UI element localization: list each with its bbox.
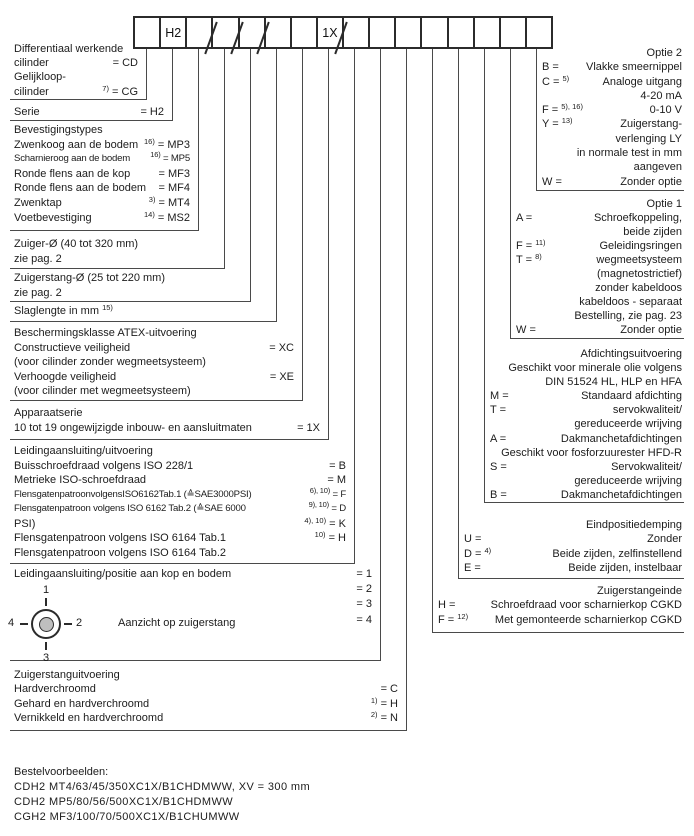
row-label: Metrieke ISO-schroefdraad: [14, 474, 147, 486]
port-number-3: 3: [43, 652, 50, 664]
row-code: = M: [327, 474, 346, 486]
row-code: $^{4), 10)}$ = K: [304, 515, 346, 530]
row-code: U =: [464, 533, 482, 546]
row-code: $^{9), 10)}$ = D: [308, 500, 346, 514]
section-row: [516, 323, 682, 337]
row-label: Schroefdraad voor scharnierkop CGKD: [490, 599, 682, 612]
row-code: = B: [329, 459, 346, 472]
section-bottom-rule: [10, 301, 251, 302]
row-code: S =: [490, 460, 507, 473]
section-afdichtingsuitvoering: [490, 347, 682, 502]
section-row: [14, 237, 216, 252]
row-label: 0-10 V: [649, 104, 682, 117]
section-zuigerstang-diameter: [14, 271, 242, 300]
section-row: [490, 417, 682, 431]
section-row: [14, 56, 138, 70]
row-label: gereduceerde wrijving: [574, 418, 682, 431]
section-header-row: [542, 46, 682, 60]
section-row: [14, 597, 372, 612]
section-row: [490, 361, 682, 375]
connector-line-vertical: [302, 47, 303, 400]
section-row: [542, 175, 682, 189]
row-code: $^{1)}$ = H: [370, 695, 398, 710]
row-label: in normale test in mm: [576, 147, 682, 160]
section-bottom-rule: [510, 338, 684, 339]
section-row: [14, 286, 242, 301]
row-label: Leidingaansluiting/positie aan kop en bodem: [14, 568, 232, 580]
examples-title: Bestelvoorbeelden:: [14, 766, 109, 778]
section-row: [14, 485, 346, 503]
connector-line-vertical: [146, 47, 147, 99]
row-label: Buisschroefdraad volgens ISO 228/1: [14, 459, 194, 472]
row-label: Zuigerstanguitvoering: [14, 669, 120, 681]
row-label: Constructieve veiligheid: [14, 341, 131, 354]
row-label: Slaglengte in mm: [14, 305, 99, 317]
row-label: Vernikkeld en hardverchroomd: [14, 712, 164, 725]
row-code: $^{14)}$ = MS2: [143, 209, 190, 224]
section-row: [14, 384, 294, 399]
connector-line-vertical: [250, 47, 251, 301]
example-code-line: CGH2 MF3/100/70/500XC1X/B1CHUMWW: [14, 811, 240, 824]
code-box-cell: [420, 18, 446, 47]
port-diagram-caption: Aanzicht op zuigerstang: [118, 617, 236, 629]
section-row: [14, 211, 190, 226]
section-row: [14, 697, 398, 711]
row-label: cilinder: [14, 57, 49, 70]
section-bottom-rule: [432, 632, 684, 633]
connector-line-vertical: [276, 47, 277, 321]
row-code: = XC: [269, 341, 294, 354]
section-bottom-rule: [10, 660, 381, 661]
footnote-superscript: 16): [150, 150, 161, 160]
section-row: [14, 711, 398, 725]
row-label: 10 tot 19 ongewijzigde inbouw- en aansluitmaten: [14, 421, 252, 434]
row-label: Standaard afdichting: [581, 390, 682, 403]
section-bottom-rule: [10, 120, 173, 121]
section-row: [14, 355, 294, 370]
section-row: [542, 60, 682, 74]
section-row: [438, 613, 682, 627]
row-code: = CD: [112, 57, 138, 70]
row-label: Zonder: [647, 533, 682, 546]
row-code: = 1X: [297, 421, 320, 434]
row-label: servokwaliteit/: [612, 404, 682, 417]
row-label: Analoge uitgang: [602, 75, 682, 88]
row-label: Flensgatenpatroon volgens ISO 6162 Tab.2 (≙SAE 6000: [14, 503, 246, 514]
row-code: M =: [490, 390, 509, 403]
row-label: Differentiaal werkende: [14, 43, 124, 55]
row-label: beide zijden: [623, 226, 682, 238]
section-row: [490, 474, 682, 488]
section-bottom-rule: [536, 190, 684, 191]
section-bottom-rule: [10, 268, 225, 269]
section-row: [14, 181, 190, 196]
row-label: Zuiger-Ø (40 tot 320 mm): [14, 238, 139, 250]
section-bottom-rule: [10, 321, 277, 322]
section-header-row: [464, 518, 682, 532]
section-eindpositiedemping: [464, 518, 682, 576]
row-label: Schroefkoppeling,: [593, 212, 682, 224]
row-code: D = $^{4)}$: [464, 545, 492, 560]
section-row: [14, 459, 346, 474]
row-label: zie pag. 2: [14, 252, 62, 265]
connector-line-vertical: [380, 47, 381, 660]
row-label: Leidingaansluiting/uitvoering: [14, 445, 153, 457]
row-label: Zuigerstang-: [620, 118, 682, 131]
row-code: E =: [464, 562, 481, 575]
row-label: Flensgatenpatroon volgens ISO 6164 Tab.2: [14, 546, 227, 559]
row-code: = H2: [140, 106, 164, 118]
section-row: [542, 146, 682, 160]
code-box-cell: 1X: [316, 18, 342, 47]
section-row: [14, 123, 190, 138]
section-row: [14, 85, 138, 99]
row-label: Geleidingsringen: [599, 240, 682, 252]
section-bottom-rule: [10, 439, 329, 440]
section-row: [14, 567, 372, 582]
row-label: verlenging LY: [615, 132, 682, 145]
section-row: [464, 532, 682, 546]
row-label: (magnetostrictief): [597, 268, 682, 280]
section-row: [490, 446, 682, 460]
row-label: FlensgatenpatroonvolgensISO6162Tab.1 (≙SAE3000PSI): [14, 488, 252, 500]
row-code: F = $^{5), 16)}$: [542, 102, 583, 117]
row-label: Dakmanchetafdichtingen: [560, 432, 682, 445]
section-row: [14, 326, 294, 341]
code-box-cell: [290, 18, 316, 47]
example-code-line: CDH2 MT4/63/45/350XC1X/B1CHDMWW, XV = 300 mm: [14, 781, 311, 793]
connector-line-vertical: [328, 47, 329, 439]
connector-line-vertical: [536, 47, 537, 190]
row-label: Flensgatenpatroon volgens ISO 6164 Tab.1: [14, 532, 227, 544]
section-bottom-rule: [484, 502, 684, 503]
example-code-line: CDH2 MP5/80/56/500XC1X/B1CHDMWW: [14, 796, 234, 809]
row-code: $^{6), 10)}$ = F: [309, 485, 346, 500]
section-bottom-rule: [10, 230, 199, 231]
row-label: Vlakke smeernippel: [586, 61, 682, 74]
row-label: wegmeetsysteem: [596, 254, 682, 266]
section-row: [14, 531, 346, 546]
section-row: [542, 117, 682, 131]
port-number-1: 1: [43, 584, 50, 596]
row-label: zie pag. 2: [14, 286, 62, 299]
row-label: Zonder optie: [620, 324, 682, 336]
section-zuiger-diameter: [14, 237, 216, 266]
row-code: $^{16)}$ = MP5: [150, 150, 190, 165]
footnote-superscript: 15): [102, 303, 113, 312]
row-label: Serie: [14, 106, 40, 118]
order-examples: [14, 766, 310, 826]
section-apparaatserie: [14, 406, 320, 436]
footnote-superscript: 4): [484, 545, 492, 555]
section-header-row: [438, 584, 682, 598]
section-row: [14, 341, 294, 356]
row-label: Beide zijden, zelfinstellend: [552, 547, 682, 560]
section-row: [14, 138, 190, 153]
row-label: Hardverchroomd: [14, 683, 96, 696]
row-code: $^{2)}$ = N: [370, 710, 398, 725]
section-row: [438, 598, 682, 612]
section-row: [490, 389, 682, 403]
section-row: [14, 668, 398, 682]
row-label: Bevestigingstypes: [14, 124, 103, 136]
row-label: zonder kabeldoos: [595, 282, 682, 294]
row-label: Afdichtingsuitvoering: [580, 348, 682, 360]
footnote-superscript: 6), 10): [309, 485, 330, 495]
code-box-cell: [135, 18, 159, 47]
section-bottom-rule: [10, 563, 355, 564]
row-label: (voor cilinder zonder wegmeetsysteem): [14, 356, 206, 369]
row-label: kabeldoos - separaat: [579, 296, 682, 308]
port-tick-bottom: [45, 642, 47, 650]
section-row: [464, 561, 682, 575]
section-bottom-rule: [458, 578, 684, 579]
port-tick-right: [64, 623, 72, 625]
section-cylinder-type: [14, 42, 138, 99]
row-code: $^{3)}$ = MT4: [148, 194, 190, 209]
row-label: PSI): [14, 517, 36, 530]
section-row: [14, 546, 346, 561]
row-label: Scharnieroog aan de bodem: [14, 153, 131, 165]
connector-line-vertical: [510, 47, 511, 338]
footnote-superscript: 12): [457, 611, 469, 621]
footnote-superscript: 4), 10): [304, 515, 327, 525]
section-row: [542, 160, 682, 174]
port-tick-top: [45, 598, 47, 606]
row-label: Voetbevestiging: [14, 211, 92, 224]
section-row: [490, 488, 682, 502]
section-leidingaansluiting-uitvoering: [14, 444, 346, 560]
row-label: Beschermingsklasse ATEX-uitvoering: [14, 327, 197, 339]
row-label: Zuigerstangeinde: [596, 585, 682, 597]
connector-line-vertical: [198, 47, 199, 230]
footnote-superscript: 7): [102, 83, 109, 93]
section-row: [490, 375, 682, 389]
section-row: [14, 370, 294, 385]
footnote-superscript: 13): [561, 116, 573, 126]
section-row: [14, 105, 164, 119]
footnote-superscript: 8): [535, 252, 542, 261]
row-code: = 4: [356, 613, 372, 626]
row-code: = C: [380, 683, 398, 696]
row-label: Gelijkloop-: [14, 71, 66, 84]
row-code: T = $^{8)}$: [516, 252, 542, 266]
row-label: Zwenktap: [14, 196, 62, 209]
footnote-superscript: 3): [148, 194, 156, 204]
row-label: cilinder: [14, 85, 49, 98]
row-label: Geschikt voor minerale olie volgens: [508, 362, 682, 375]
row-label: Zwenkoog aan de bodem: [14, 138, 139, 151]
code-box-cell: H2: [159, 18, 185, 47]
footnote-superscript: 14): [143, 209, 155, 219]
connector-line-vertical: [224, 47, 225, 268]
row-label: (voor cilinder met wegmeetsysteem): [14, 385, 191, 398]
row-label: Dakmanchetafdichtingen: [560, 488, 682, 501]
section-slaglengte: [14, 304, 268, 319]
section-optie-1: [516, 197, 682, 337]
connector-line-vertical: [484, 47, 485, 502]
section-row: [14, 421, 320, 436]
row-label: Verhoogde veiligheid: [14, 370, 117, 383]
section-row: [542, 75, 682, 89]
row-code: W =: [516, 324, 536, 336]
connector-line-vertical: [458, 47, 459, 578]
section-optie-2: [542, 46, 682, 189]
row-label: aangeven: [633, 161, 682, 174]
section-row: [490, 403, 682, 417]
section-row: [14, 252, 216, 267]
footnote-superscript: 1): [370, 695, 378, 705]
row-label: Eindpositiedemping: [585, 519, 682, 531]
code-box-cell: [499, 18, 525, 47]
row-label: Optie 1: [646, 198, 682, 210]
section-header-row: [516, 197, 682, 211]
section-row: [14, 444, 346, 459]
footnote-superscript: 5), 16): [561, 102, 583, 112]
code-box-cell: [525, 18, 551, 47]
section-row: [464, 547, 682, 561]
section-row: [490, 432, 682, 446]
code-box-cell: [394, 18, 420, 47]
section-row: [14, 152, 190, 167]
connector-line-vertical: [432, 47, 433, 632]
footnote-superscript: 11): [535, 238, 546, 247]
row-code: = 2: [356, 583, 372, 596]
row-label: Ronde flens aan de kop: [14, 167, 131, 180]
section-row: [516, 309, 682, 323]
row-code: = 1: [356, 568, 372, 580]
section-zuigerstangeinde: [438, 584, 682, 627]
section-row: [14, 582, 372, 597]
port-tick-left: [20, 623, 28, 625]
row-label: Optie 2: [646, 47, 682, 59]
row-label: Bestelling, zie pag. 23: [574, 310, 682, 322]
row-label: Apparaatserie: [14, 407, 83, 419]
row-code: F = $^{12)}$: [438, 611, 469, 626]
port-number-2: 2: [76, 617, 83, 629]
section-zuigerstanguitvoering: [14, 668, 398, 726]
row-label: 4-20 mA: [640, 89, 682, 102]
port-number-4: 4: [8, 617, 15, 629]
row-code: = MF4: [158, 182, 190, 195]
section-row: [516, 281, 682, 295]
section-row: [14, 517, 346, 532]
section-atex-beschermingsklasse: [14, 326, 294, 399]
section-serie: [14, 105, 164, 119]
section-row: [516, 253, 682, 267]
section-bevestigingstypes: [14, 123, 190, 225]
row-code: $^{16)}$ = MP3: [143, 136, 190, 151]
row-label: gereduceerde wrijving: [574, 474, 682, 487]
section-row: [14, 167, 190, 182]
section-header-row: [490, 347, 682, 361]
code-box-cell: [473, 18, 499, 47]
section-row: [14, 304, 268, 319]
row-code: $^{10)}$ = H: [314, 530, 346, 544]
row-code: = 3: [356, 598, 372, 611]
row-label: Servokwaliteit/: [611, 460, 682, 473]
row-label: Met gemonteerde scharnierkop CGKD: [494, 613, 682, 626]
row-code: = XE: [269, 370, 294, 383]
code-box-cell: [368, 18, 394, 47]
row-code: C = $^{5)}$: [542, 73, 570, 88]
section-row: [516, 239, 682, 253]
row-code: B =: [490, 488, 507, 501]
connector-line-vertical: [354, 47, 355, 563]
section-row: [14, 42, 138, 56]
section-row: [14, 473, 346, 488]
section-bottom-rule: [10, 730, 407, 731]
row-code: F = $^{11)}$: [516, 238, 546, 252]
row-code: H =: [438, 599, 456, 612]
section-row: [14, 196, 190, 211]
code-box-cell: [447, 18, 473, 47]
row-code: = MF3: [158, 167, 190, 180]
row-code: Y = $^{13)}$: [542, 116, 573, 131]
row-label: Zuigerstang-Ø (25 tot 220 mm): [14, 272, 166, 284]
section-row: [14, 406, 320, 421]
row-label: Beide zijden, instelbaar: [568, 562, 682, 575]
section-row: [516, 267, 682, 281]
row-label: DIN 51524 HL, HLP en HFA: [545, 376, 682, 389]
section-row: [490, 460, 682, 474]
row-code: B =: [542, 61, 559, 74]
section-row: [14, 682, 398, 696]
footnote-superscript: 10): [314, 530, 326, 539]
section-bottom-rule: [10, 400, 303, 401]
row-label: Gehard en hardverchroomd: [14, 697, 150, 710]
row-code: $^{7)}$ = CG: [102, 83, 138, 98]
row-label: Ronde flens aan de bodem: [14, 182, 147, 195]
footnote-superscript: 5): [562, 73, 570, 83]
row-code: W =: [542, 175, 562, 188]
connector-line-vertical: [406, 47, 407, 730]
section-row: [516, 295, 682, 309]
section-row: [542, 132, 682, 146]
row-code: T =: [490, 404, 507, 417]
row-label: Zonder optie: [620, 175, 682, 188]
footnote-superscript: 9), 10): [308, 500, 329, 509]
port-circle-inner: [39, 617, 54, 632]
section-row: [516, 211, 682, 225]
section-row: [14, 502, 346, 517]
section-row: [14, 70, 138, 84]
footnote-superscript: 2): [370, 710, 378, 720]
row-code: A =: [490, 432, 507, 445]
row-label: Geschikt voor fosforzuurester HFD-R: [501, 446, 682, 459]
footnote-superscript: 16): [143, 136, 155, 146]
connector-line-vertical: [172, 47, 173, 120]
row-code: A =: [516, 212, 533, 224]
section-row: [14, 271, 242, 286]
section-row: [516, 225, 682, 239]
